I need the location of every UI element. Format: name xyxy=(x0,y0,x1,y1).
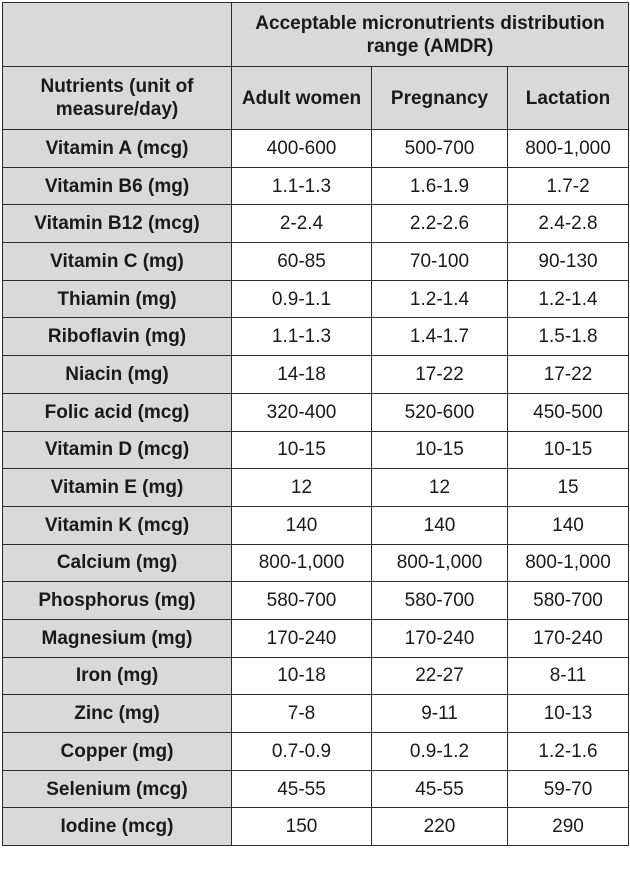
nutrient-name: Riboflavin (mg) xyxy=(3,318,232,356)
nutrient-name: Phosphorus (mg) xyxy=(3,582,232,620)
nutrient-name: Vitamin C (mg) xyxy=(3,243,232,281)
nutrient-name: Iodine (mcg) xyxy=(3,808,232,846)
table-row xyxy=(3,506,629,544)
value-cell: 1.7-2 xyxy=(508,167,629,205)
column-header-row xyxy=(3,67,629,130)
value-cell: 10-15 xyxy=(372,431,508,469)
value-cell: 10-15 xyxy=(508,431,629,469)
table-row xyxy=(3,657,629,695)
value-cell: 10-15 xyxy=(232,431,372,469)
value-cell: 70-100 xyxy=(372,243,508,281)
table-row xyxy=(3,808,629,846)
value-cell: 10-18 xyxy=(232,657,372,695)
value-cell: 150 xyxy=(232,808,372,846)
table-row xyxy=(3,544,629,582)
table-row xyxy=(3,770,629,808)
table-row xyxy=(3,318,629,356)
value-cell: 580-700 xyxy=(372,582,508,620)
table-row xyxy=(3,469,629,507)
value-cell: 290 xyxy=(508,808,629,846)
value-cell: 45-55 xyxy=(372,770,508,808)
nutrient-name: Iron (mg) xyxy=(3,657,232,695)
value-cell: 2.2-2.6 xyxy=(372,205,508,243)
value-cell: 400-600 xyxy=(232,130,372,168)
nutrient-name: Vitamin E (mg) xyxy=(3,469,232,507)
value-cell: 320-400 xyxy=(232,393,372,431)
value-cell: 580-700 xyxy=(508,582,629,620)
table-row xyxy=(3,393,629,431)
value-cell: 12 xyxy=(372,469,508,507)
table-row xyxy=(3,243,629,281)
table-row xyxy=(3,205,629,243)
value-cell: 800-1,000 xyxy=(508,544,629,582)
value-cell: 90-130 xyxy=(508,243,629,281)
value-cell: 170-240 xyxy=(508,619,629,657)
nutrient-name: Thiamin (mg) xyxy=(3,280,232,318)
value-cell: 45-55 xyxy=(232,770,372,808)
value-cell: 1.4-1.7 xyxy=(372,318,508,356)
value-cell: 1.2-1.6 xyxy=(508,733,629,771)
value-cell: 140 xyxy=(508,506,629,544)
nutrient-name: Vitamin D (mcg) xyxy=(3,431,232,469)
value-cell: 10-13 xyxy=(508,695,629,733)
value-cell: 1.2-1.4 xyxy=(372,280,508,318)
table-row xyxy=(3,130,629,168)
table-row xyxy=(3,619,629,657)
column-header-lactation: Lactation xyxy=(508,67,629,130)
value-cell: 59-70 xyxy=(508,770,629,808)
value-cell: 15 xyxy=(508,469,629,507)
value-cell: 8-11 xyxy=(508,657,629,695)
value-cell: 2.4-2.8 xyxy=(508,205,629,243)
value-cell: 800-1,000 xyxy=(232,544,372,582)
value-cell: 500-700 xyxy=(372,130,508,168)
column-header-pregnancy: Pregnancy xyxy=(372,67,508,130)
value-cell: 140 xyxy=(372,506,508,544)
value-cell: 800-1,000 xyxy=(508,130,629,168)
nutrient-name: Vitamin B6 (mg) xyxy=(3,167,232,205)
super-header: Acceptable micronutrients distribution range (AMDR) xyxy=(232,3,629,67)
table-row xyxy=(3,695,629,733)
value-cell: 170-240 xyxy=(232,619,372,657)
nutrient-name: Niacin (mg) xyxy=(3,356,232,394)
value-cell: 1.5-1.8 xyxy=(508,318,629,356)
value-cell: 2-2.4 xyxy=(232,205,372,243)
column-header-adult-women: Adult women xyxy=(232,67,372,130)
nutrient-name: Selenium (mcg) xyxy=(3,770,232,808)
amdr-table xyxy=(2,2,629,846)
empty-corner-cell xyxy=(3,3,232,67)
value-cell: 580-700 xyxy=(232,582,372,620)
value-cell: 800-1,000 xyxy=(372,544,508,582)
value-cell: 0.9-1.2 xyxy=(372,733,508,771)
value-cell: 520-600 xyxy=(372,393,508,431)
value-cell: 220 xyxy=(372,808,508,846)
value-cell: 60-85 xyxy=(232,243,372,281)
table-row xyxy=(3,280,629,318)
value-cell: 14-18 xyxy=(232,356,372,394)
value-cell: 9-11 xyxy=(372,695,508,733)
nutrient-name: Magnesium (mg) xyxy=(3,619,232,657)
table-row xyxy=(3,733,629,771)
nutrient-name: Folic acid (mcg) xyxy=(3,393,232,431)
table-row xyxy=(3,582,629,620)
value-cell: 12 xyxy=(232,469,372,507)
value-cell: 17-22 xyxy=(508,356,629,394)
value-cell: 1.2-1.4 xyxy=(508,280,629,318)
table-row xyxy=(3,167,629,205)
nutrient-name: Copper (mg) xyxy=(3,733,232,771)
nutrient-name: Vitamin K (mcg) xyxy=(3,506,232,544)
nutrient-name: Vitamin A (mcg) xyxy=(3,130,232,168)
value-cell: 22-27 xyxy=(372,657,508,695)
table-row xyxy=(3,356,629,394)
row-header: Nutrients (unit of measure/day) xyxy=(3,67,232,130)
value-cell: 140 xyxy=(232,506,372,544)
value-cell: 170-240 xyxy=(372,619,508,657)
nutrient-name: Zinc (mg) xyxy=(3,695,232,733)
value-cell: 7-8 xyxy=(232,695,372,733)
value-cell: 0.7-0.9 xyxy=(232,733,372,771)
value-cell: 450-500 xyxy=(508,393,629,431)
nutrient-name: Vitamin B12 (mcg) xyxy=(3,205,232,243)
value-cell: 17-22 xyxy=(372,356,508,394)
value-cell: 1.6-1.9 xyxy=(372,167,508,205)
nutrient-name: Calcium (mg) xyxy=(3,544,232,582)
value-cell: 0.9-1.1 xyxy=(232,280,372,318)
value-cell: 1.1-1.3 xyxy=(232,318,372,356)
value-cell: 1.1-1.3 xyxy=(232,167,372,205)
super-header-row xyxy=(3,3,629,67)
table-row xyxy=(3,431,629,469)
